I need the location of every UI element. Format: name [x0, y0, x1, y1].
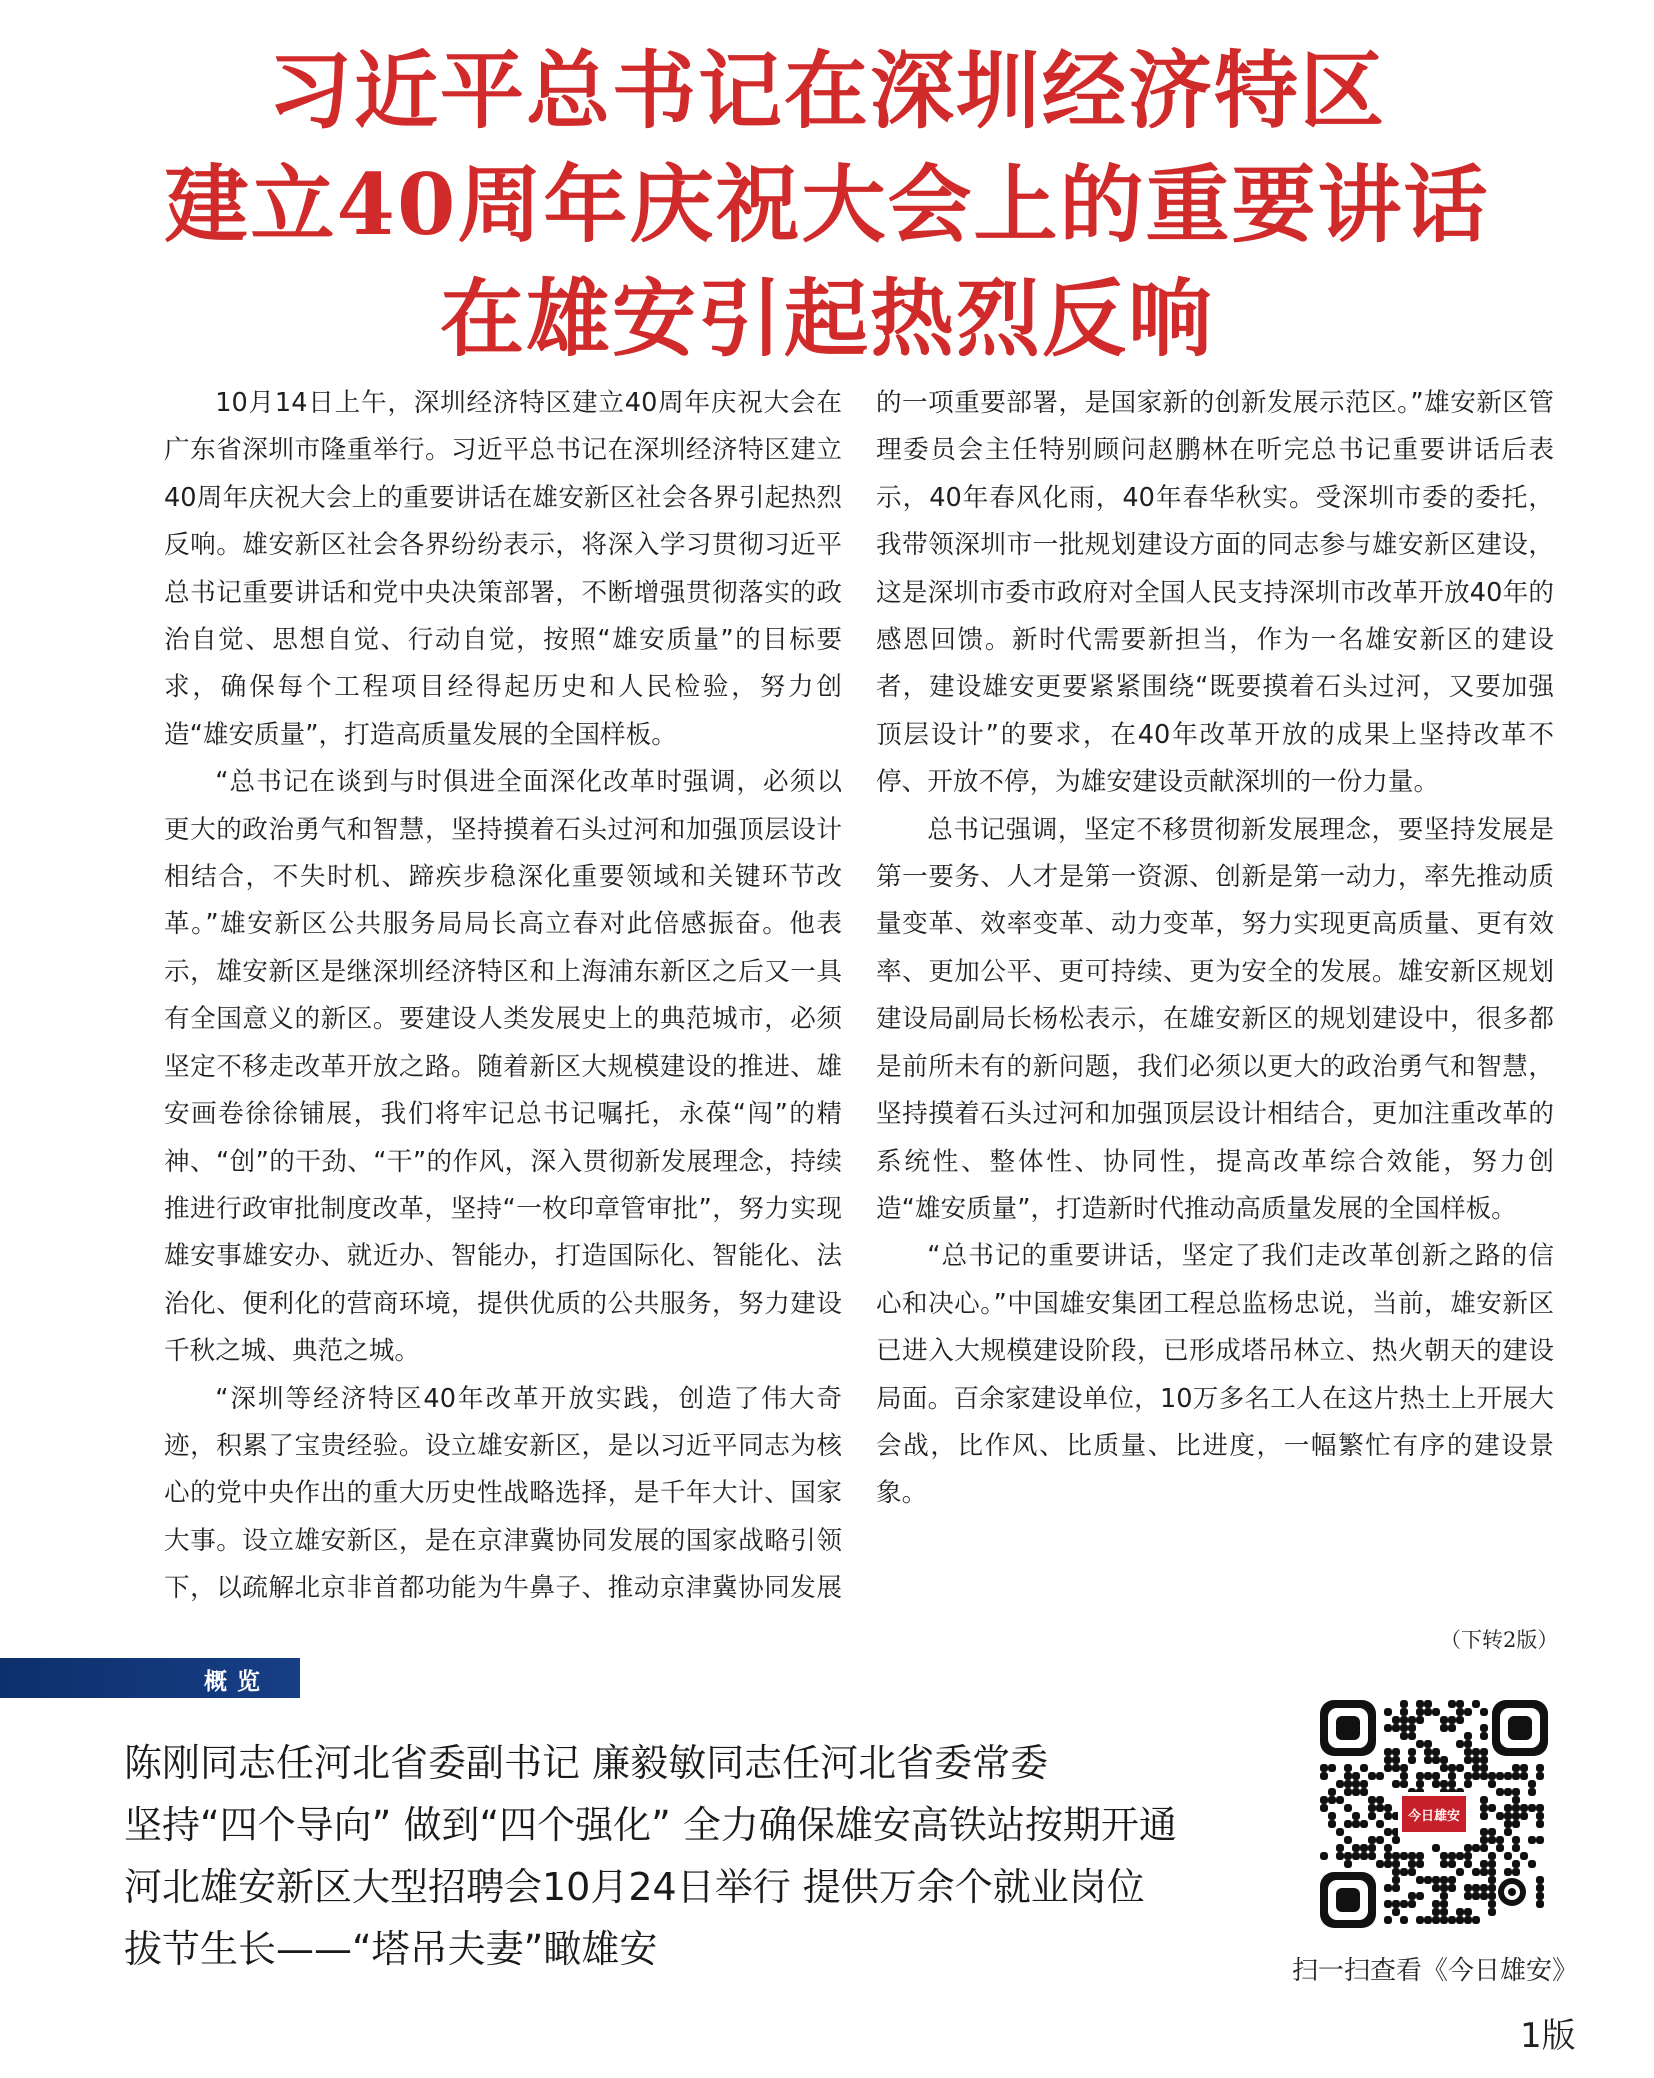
qr-module — [1464, 1748, 1472, 1756]
qr-module — [1408, 1756, 1416, 1764]
qr-module — [1384, 1708, 1392, 1716]
qr-module — [1368, 1836, 1376, 1844]
qr-module — [1440, 1916, 1448, 1924]
headline-line-1: 习近平总书记在深圳经济特区 — [267, 41, 1386, 140]
article-paragraph: 10月14日上午，深圳经济特区建立40周年庆祝大会在广东省深圳市隆重举行。习近平总书记在深圳经济特区建立40周年庆祝大会上的重要讲话在雄安新区社会各界引起热烈反响。雄安新区社会各界纷纷表示，将深入学习贯彻习近平总书记重要讲话和党中央决策部署，不断增强贯彻落实的政治自觉、思想自觉、行动自觉，按照“雄安质量”的目标要求，确保每个工程项目经得起历史和人民检验，努力创造“雄安质量”，打造高质量发展的全国样板。 — [164, 388, 842, 750]
overview-item[interactable]: 拔节生长——“塔吊夫妻”瞰雄安 — [124, 1927, 658, 1971]
qr-module — [1384, 1828, 1392, 1836]
qr-module — [1432, 1876, 1440, 1884]
qr-module — [1464, 1780, 1472, 1788]
qr-module — [1536, 1812, 1544, 1820]
qr-module — [1456, 1852, 1464, 1860]
qr-module — [1320, 1852, 1328, 1860]
qr-module — [1416, 1916, 1424, 1924]
qr-module — [1480, 1748, 1488, 1756]
qr-module — [1320, 1764, 1328, 1772]
qr-module — [1432, 1780, 1440, 1788]
qr-module — [1536, 1876, 1544, 1884]
qr-module — [1464, 1732, 1472, 1740]
qr-module — [1424, 1772, 1432, 1780]
qr-module — [1392, 1868, 1400, 1876]
qr-module — [1328, 1820, 1336, 1828]
qr-module — [1400, 1716, 1408, 1724]
qr-module — [1376, 1796, 1384, 1804]
qr-module — [1512, 1772, 1520, 1780]
qr-module — [1432, 1884, 1440, 1892]
qr-module — [1480, 1868, 1488, 1876]
qr-module — [1400, 1764, 1408, 1772]
qr-module — [1376, 1772, 1384, 1780]
qr-module — [1344, 1788, 1352, 1796]
qr-module — [1472, 1916, 1480, 1924]
qr-module — [1384, 1804, 1392, 1812]
qr-module — [1352, 1788, 1360, 1796]
qr-module — [1520, 1852, 1528, 1860]
qr-module — [1504, 1852, 1512, 1860]
qr-module — [1464, 1916, 1472, 1924]
article-paragraph: 总书记强调，坚定不移贯彻新发展理念，要坚持发展是第一要务、人才是第一资源、创新是第一动力，率先推动质量变革、效率变革、动力变革，努力实现更高质量、更有效率、更加公平、更可持续、更为安全的发展。雄安新区规划建设局副局长杨松表示，在雄安新区的规划建设中，很多都是前所未有的新问题，我们必须以更大的政治勇气和智慧，坚持摸着石头过河和加强顶层设计相结合，更加注重改革的系统性、整体性、协同性，提高改革综合效能，努力创造“雄安质量”，打造新时代推动高质量发展的全国样板。 — [876, 814, 1554, 1224]
qr-module — [1384, 1756, 1392, 1764]
qr-module — [1472, 1844, 1480, 1852]
qr-module — [1360, 1788, 1368, 1796]
qr-module — [1448, 1780, 1456, 1788]
qr-module — [1480, 1764, 1488, 1772]
qr-module — [1400, 1772, 1408, 1780]
qr-module — [1336, 1844, 1344, 1852]
qr-module — [1496, 1788, 1504, 1796]
qr-module — [1416, 1716, 1424, 1724]
qr-module — [1416, 1892, 1424, 1900]
qr-module — [1392, 1764, 1400, 1772]
qr-module — [1416, 1876, 1424, 1884]
qr-module — [1392, 1876, 1400, 1884]
qr-module — [1432, 1756, 1440, 1764]
qr-module — [1464, 1772, 1472, 1780]
qr-module — [1520, 1804, 1528, 1812]
qr-module — [1480, 1844, 1488, 1852]
qr-module — [1464, 1708, 1472, 1716]
qr-module — [1408, 1860, 1416, 1868]
qr-module — [1448, 1764, 1456, 1772]
qr-module — [1424, 1756, 1432, 1764]
qr-module — [1432, 1708, 1440, 1716]
qr-module — [1336, 1852, 1344, 1860]
qr-module — [1400, 1724, 1408, 1732]
qr-module — [1400, 1780, 1408, 1788]
qr-module — [1488, 1900, 1496, 1908]
qr-module — [1368, 1812, 1376, 1820]
qr-module — [1528, 1788, 1536, 1796]
qr-module — [1392, 1836, 1400, 1844]
qr-module — [1384, 1812, 1392, 1820]
qr-module — [1472, 1868, 1480, 1876]
qr-module — [1368, 1852, 1376, 1860]
qr-module — [1360, 1764, 1368, 1772]
qr-module — [1488, 1772, 1496, 1780]
qr-module — [1504, 1788, 1512, 1796]
qr-module — [1352, 1844, 1360, 1852]
qr-module — [1440, 1892, 1448, 1900]
qr-module — [1384, 1764, 1392, 1772]
qr-module — [1488, 1876, 1496, 1884]
qr-module — [1392, 1852, 1400, 1860]
qr-module — [1344, 1852, 1352, 1860]
qr-module — [1360, 1820, 1368, 1828]
qr-module — [1480, 1804, 1488, 1812]
qr-module — [1384, 1916, 1392, 1924]
qr-module — [1336, 1796, 1344, 1804]
qr-module — [1352, 1820, 1360, 1828]
qr-module — [1376, 1836, 1384, 1844]
qr-module — [1400, 1868, 1408, 1876]
qr-module — [1448, 1884, 1456, 1892]
qr-module — [1488, 1868, 1496, 1876]
qr-module — [1384, 1852, 1392, 1860]
qr-module — [1352, 1772, 1360, 1780]
qr-module — [1392, 1860, 1400, 1868]
qr-module — [1408, 1748, 1416, 1756]
qr-module — [1480, 1724, 1488, 1732]
qr-module — [1464, 1844, 1472, 1852]
qr-module — [1496, 1844, 1504, 1852]
qr-module — [1328, 1796, 1336, 1804]
qr-module — [1368, 1844, 1376, 1852]
qr-module — [1344, 1836, 1352, 1844]
qr-module — [1528, 1804, 1536, 1812]
qr-module — [1408, 1724, 1416, 1732]
qr-module — [1392, 1900, 1400, 1908]
qr-module — [1464, 1884, 1472, 1892]
qr-module — [1352, 1852, 1360, 1860]
qr-module — [1488, 1780, 1496, 1788]
headline-line-3: 在雄安引起热烈反响 — [439, 269, 1214, 368]
qr-module — [1440, 1860, 1448, 1868]
qr-module — [1480, 1860, 1488, 1868]
qr-module — [1536, 1764, 1544, 1772]
qr-module — [1504, 1868, 1512, 1876]
qr-module — [1480, 1812, 1488, 1820]
qr-module — [1512, 1804, 1520, 1812]
qr-module — [1400, 1708, 1408, 1716]
qr-module — [1472, 1748, 1480, 1756]
qr-module — [1400, 1900, 1408, 1908]
qr-module — [1408, 1868, 1416, 1876]
qr-module — [1424, 1740, 1432, 1748]
qr-module — [1536, 1772, 1544, 1780]
qr-module — [1488, 1860, 1496, 1868]
qr-module — [1472, 1772, 1480, 1780]
qr-module — [1504, 1804, 1512, 1812]
qr-module — [1480, 1732, 1488, 1740]
article-paragraph: “总书记的重要讲话，坚定了我们走改革创新之路的信心和决心。”中国雄安集团工程总监杨忠说，当前，雄安新区已进入大规模建设阶段，已形成塔吊林立、热火朝天的建设局面。百余家建设单位，10万多名工人在这片热土上开展大会战，比作风、比质量、比进度，一幅繁忙有序的建设景象。 — [876, 1241, 1554, 1509]
qr-module — [1392, 1908, 1400, 1916]
qr-module — [1440, 1756, 1448, 1764]
qr-module — [1400, 1700, 1408, 1708]
qr-module — [1392, 1724, 1400, 1732]
qr-module — [1408, 1732, 1416, 1740]
qr-module — [1344, 1772, 1352, 1780]
qr-module — [1432, 1900, 1440, 1908]
qr-module — [1344, 1860, 1352, 1868]
qr-module — [1416, 1708, 1424, 1716]
qr-module — [1512, 1788, 1520, 1796]
qr-module — [1392, 1756, 1400, 1764]
qr-module — [1448, 1772, 1456, 1780]
qr-module — [1528, 1836, 1536, 1844]
qr-module — [1384, 1724, 1392, 1732]
qr-module — [1368, 1804, 1376, 1812]
qr-module — [1536, 1820, 1544, 1828]
qr-module — [1456, 1916, 1464, 1924]
article-paragraph: “总书记在谈到与时俱进全面深化改革时强调，必须以更大的政治勇气和智慧，坚持摸着石头过河和加强顶层设计相结合，不失时机、蹄疾步稳深化重要领域和关键环节改革。”雄安新区公共服务局局长高立春对此倍感振奋。他表示，雄安新区是继深圳经济特区和上海浦东新区之后又一具有全国意义的新区。要建设人类发展史上的典范城市，必须坚定不移走改革开放之路。随着新区大规模建设的推进、雄安画卷徐徐铺展，我们将牢记总书记嘱托，永葆“闯”的精神、“创”的干劲、“干”的作风，深入贯彻新发展理念，持续推进行政审批制度改革，坚持“一枚印章管审批”，努力实现雄安事雄安办、就近办、智能办，打造国际化、智能化、法治化、便利化的营商环境，提供优质的公共服务，努力建设千秋之城、典范之城。 — [164, 767, 842, 1367]
qr-module — [1424, 1748, 1432, 1756]
qr-module — [1392, 1748, 1400, 1756]
qr-module — [1472, 1892, 1480, 1900]
qr-module — [1536, 1892, 1544, 1900]
overview-section-bar — [0, 1658, 300, 1698]
qr-module — [1320, 1796, 1328, 1804]
qr-module — [1448, 1724, 1456, 1732]
qr-module — [1496, 1772, 1504, 1780]
qr-module — [1504, 1812, 1512, 1820]
qr-module — [1352, 1780, 1360, 1788]
qr-module — [1512, 1836, 1520, 1844]
qr-module — [1384, 1900, 1392, 1908]
qr-module — [1440, 1764, 1448, 1772]
qr-module — [1448, 1852, 1456, 1860]
qr-module — [1360, 1780, 1368, 1788]
qr-module — [1480, 1836, 1488, 1844]
qr-module — [1392, 1780, 1400, 1788]
qr-module — [1512, 1860, 1520, 1868]
qr-module — [1440, 1780, 1448, 1788]
qr-module — [1464, 1740, 1472, 1748]
qr-module — [1488, 1836, 1496, 1844]
qr-module — [1416, 1700, 1424, 1708]
overview-item[interactable]: 陈刚同志任河北省委副书记 廉毅敏同志任河北省委常委 — [124, 1741, 1049, 1785]
qr-module — [1384, 1860, 1392, 1868]
overview-list — [124, 1732, 1224, 1980]
overview-item[interactable]: 河北雄安新区大型招聘会10月24日举行 提供万余个就业岗位 — [124, 1865, 1145, 1909]
qr-module — [1480, 1796, 1488, 1804]
qr-module — [1328, 1788, 1336, 1796]
qr-module — [1472, 1756, 1480, 1764]
qr-module — [1528, 1780, 1536, 1788]
qr-module — [1512, 1844, 1520, 1852]
qr-module — [1424, 1916, 1432, 1924]
qr-module — [1360, 1844, 1368, 1852]
qr-module — [1416, 1852, 1424, 1860]
qr-module — [1328, 1764, 1336, 1772]
qr-module — [1496, 1836, 1504, 1844]
qr-module — [1504, 1820, 1512, 1828]
qr-module — [1432, 1908, 1440, 1916]
qr-module — [1472, 1884, 1480, 1892]
qr-module — [1384, 1844, 1392, 1852]
qr-module — [1480, 1708, 1488, 1716]
qr-module — [1512, 1812, 1520, 1820]
qr-module — [1432, 1844, 1440, 1852]
qr-module — [1440, 1908, 1448, 1916]
qr-module — [1416, 1780, 1424, 1788]
continued-note: （下转2版） — [1440, 1628, 1559, 1652]
qr-module — [1480, 1756, 1488, 1764]
qr-module — [1504, 1828, 1512, 1836]
qr-module — [1328, 1812, 1336, 1820]
qr-module — [1472, 1764, 1480, 1772]
qr-module — [1464, 1860, 1472, 1868]
qr-module — [1448, 1860, 1456, 1868]
qr-module — [1376, 1860, 1384, 1868]
qr-module — [1432, 1916, 1440, 1924]
qr-module — [1416, 1772, 1424, 1780]
qr-module — [1488, 1884, 1496, 1892]
qr-module — [1424, 1708, 1432, 1716]
qr-module — [1496, 1812, 1504, 1820]
qr-module — [1448, 1876, 1456, 1884]
qr-module — [1528, 1860, 1536, 1868]
qr-module — [1400, 1852, 1408, 1860]
qr-module — [1360, 1852, 1368, 1860]
article-paragraph: “深圳等经济特区40年改革开放实践，创造了伟大奇迹，积累了宝贵经验。设立雄安新区，是以习近平同志为核心的党中央作出的重大历史性战略选择，是千年大计、国家大事。设立雄安新区，是在京津冀协同发展的国家战略引领下，以疏解北京非首都功能为牛鼻子、推动京津冀协同发展的一项重要部署，是国家新的创新发展示范区。”雄安新区管理委员会主任特别顾问赵鹏林在听完总书记重要讲话后表示，40年春风化雨，40年春华秋实。受深圳市委的委托，我带领深圳市一批规划建设方面的同志参与雄安新区建设，这是深圳市委市政府对全国人民支持深圳市改革开放40年的感恩回馈。新时代需要新担当，作为一名雄安新区的建设者，建设雄安更要紧紧围绕“既要摸着石头过河，又要加强顶层设计”的要求，在40年改革开放的成果上坚持改革不停、开放不停，为雄安建设贡献深圳的一份力量。 — [164, 388, 1554, 1604]
qr-module — [1456, 1764, 1464, 1772]
qr-module — [1440, 1852, 1448, 1860]
qr-module — [1488, 1852, 1496, 1860]
qr-module — [1480, 1828, 1488, 1836]
qr-module — [1344, 1804, 1352, 1812]
qr-module — [1456, 1868, 1464, 1876]
qr-module — [1392, 1884, 1400, 1892]
qr-module — [1440, 1900, 1448, 1908]
qr-module — [1464, 1908, 1472, 1916]
qr-module — [1368, 1772, 1376, 1780]
qr-module — [1512, 1764, 1520, 1772]
qr-module — [1488, 1804, 1496, 1812]
qr-module — [1408, 1852, 1416, 1860]
qr-module — [1344, 1764, 1352, 1772]
qr-module — [1344, 1780, 1352, 1788]
qr-module — [1536, 1884, 1544, 1892]
qr-module — [1456, 1700, 1464, 1708]
qr-module — [1536, 1900, 1544, 1908]
qr-code-graphic — [1312, 1692, 1556, 1936]
qr-module — [1448, 1716, 1456, 1724]
qr-module — [1520, 1812, 1528, 1820]
qr-module — [1384, 1748, 1392, 1756]
qr-module — [1384, 1884, 1392, 1892]
qr-module — [1488, 1908, 1496, 1916]
qr-module — [1464, 1892, 1472, 1900]
qr-module — [1488, 1828, 1496, 1836]
qr-module — [1416, 1860, 1424, 1868]
qr-module — [1512, 1868, 1520, 1876]
qr-module — [1392, 1716, 1400, 1724]
qr-module — [1432, 1748, 1440, 1756]
headline-line-2: 建立40周年庆祝大会上的重要讲话 — [164, 155, 1490, 254]
qr-center-text: 今日雄安 — [1407, 1809, 1461, 1824]
qr-module — [1440, 1876, 1448, 1884]
overview-label: 概览 — [204, 1669, 270, 1695]
qr-code[interactable] — [1312, 1692, 1556, 1936]
qr-module — [1352, 1812, 1360, 1820]
qr-module — [1512, 1820, 1520, 1828]
qr-module — [1504, 1772, 1512, 1780]
qr-module — [1424, 1876, 1432, 1884]
headline — [0, 34, 1654, 376]
qr-module — [1408, 1716, 1416, 1724]
qr-module — [1456, 1708, 1464, 1716]
qr-module — [1320, 1772, 1328, 1780]
page-number: 1版 — [1520, 2016, 1576, 2056]
qr-module — [1536, 1804, 1544, 1812]
qr-module — [1440, 1724, 1448, 1732]
qr-caption: 扫一扫查看《今日雄安》 — [1291, 1956, 1578, 1986]
qr-module — [1480, 1772, 1488, 1780]
qr-module — [1336, 1828, 1344, 1836]
qr-module — [1456, 1908, 1464, 1916]
qr-module — [1400, 1732, 1408, 1740]
qr-module — [1520, 1764, 1528, 1772]
qr-module — [1512, 1796, 1520, 1804]
qr-module — [1456, 1740, 1464, 1748]
qr-module — [1408, 1900, 1416, 1908]
qr-module — [1376, 1820, 1384, 1828]
qr-module — [1456, 1716, 1464, 1724]
overview-item[interactable]: 坚持“四个导向” 做到“四个强化” 全力确保雄安高铁站按期开通 — [124, 1803, 1177, 1847]
qr-module — [1440, 1716, 1448, 1724]
qr-module — [1448, 1700, 1456, 1708]
qr-module — [1440, 1884, 1448, 1892]
qr-module — [1472, 1700, 1480, 1708]
qr-module — [1376, 1804, 1384, 1812]
qr-module — [1336, 1780, 1344, 1788]
article-body — [164, 380, 1554, 1620]
qr-module — [1536, 1836, 1544, 1844]
qr-module — [1368, 1796, 1376, 1804]
qr-module — [1416, 1740, 1424, 1748]
qr-module — [1320, 1804, 1328, 1812]
qr-module — [1432, 1772, 1440, 1780]
qr-module — [1480, 1884, 1488, 1892]
qr-module — [1400, 1916, 1408, 1924]
qr-module — [1408, 1892, 1416, 1900]
qr-module — [1488, 1892, 1496, 1900]
qr-module — [1448, 1916, 1456, 1924]
qr-module — [1344, 1820, 1352, 1828]
qr-module — [1520, 1772, 1528, 1780]
qr-module — [1480, 1892, 1488, 1900]
qr-module — [1464, 1756, 1472, 1764]
qr-module — [1424, 1700, 1432, 1708]
qr-module — [1464, 1852, 1472, 1860]
